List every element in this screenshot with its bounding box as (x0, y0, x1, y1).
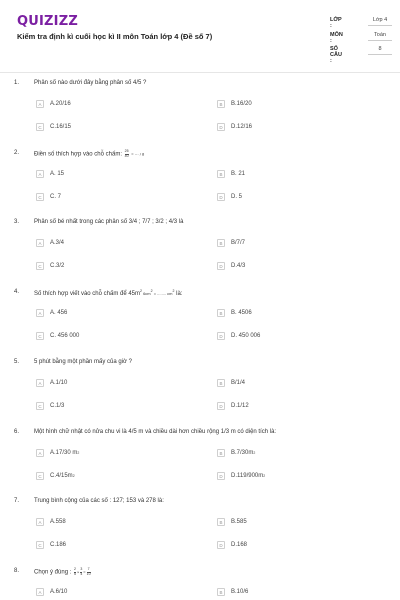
option-c[interactable] (36, 122, 71, 132)
option-a[interactable] (36, 587, 67, 597)
option-key: D (217, 541, 225, 549)
question-text (34, 150, 144, 158)
option-key: C (36, 262, 44, 270)
option-b[interactable]: B B.7/30m 2 (217, 448, 255, 458)
option-key: D (217, 262, 225, 270)
option-key: A (36, 588, 44, 596)
option-text: A. 456 (50, 310, 68, 316)
option-key: B (217, 170, 225, 178)
option-key: A (36, 170, 44, 178)
option-text: D. 5 (231, 194, 243, 200)
option-c[interactable] (36, 261, 64, 271)
option-b[interactable] (217, 308, 252, 318)
option-key: A (36, 309, 44, 317)
question-text-prefix: Chọn ý đúng : (34, 569, 72, 576)
question-text: Số thích hợp viết vào chỗ chấm để $45m^2$ $6cm^2$ = ........ $cm^2$ là: (34, 289, 183, 297)
question-number: 4. (14, 289, 20, 295)
meta-label: LỚP : (330, 17, 342, 29)
option-text: C. 7 (50, 194, 62, 200)
option-key: C (36, 123, 44, 131)
option-d[interactable] (217, 192, 242, 202)
option-key: B (217, 100, 225, 108)
question-text: 5 phút bằng một phần mấy của giờ ? (34, 359, 132, 365)
quizizz-logo: QUIZIZZ (17, 14, 78, 29)
option-a[interactable] (36, 308, 67, 318)
question-number: 2. (14, 150, 20, 156)
option-a[interactable]: A A.17/30 m 2 (36, 448, 79, 458)
question-text-part: = ........ cm (152, 291, 173, 296)
option-text: B/7/7 (231, 240, 246, 246)
question-number: 6. (14, 429, 20, 435)
option-key: D (217, 332, 225, 340)
option-text: B.10/6 (231, 589, 249, 595)
option-text: C.1/3 (50, 403, 65, 409)
option-key: B (217, 518, 225, 526)
option-text: B.7/30m (231, 450, 254, 456)
option-text: B. 21 (231, 171, 246, 177)
option-b[interactable] (217, 169, 245, 179)
option-text: D.12/16 (231, 124, 253, 130)
option-key: B (217, 379, 225, 387)
option-text: D.168 (231, 542, 248, 548)
question-text: Phân số bé nhất trong các phân số 3/4 ; 7/7 ; 3/2 ; 4/3 là (34, 219, 184, 225)
option-b[interactable] (217, 587, 248, 597)
option-text: A.17/30 m (50, 450, 78, 456)
question-number: 8. (14, 568, 20, 574)
option-key: D (217, 472, 225, 480)
option-text: C.3/2 (50, 263, 65, 269)
quiz-title: Kiểm tra định kì cuối học kì II môn Toán lớp 4 (Đề số 7) (17, 32, 213, 41)
meta-value: 8 (368, 46, 392, 55)
option-b[interactable] (217, 517, 247, 527)
option-key: D (217, 193, 225, 201)
question-text-part: 6cm (141, 291, 151, 296)
option-text: C.4/15m (50, 473, 73, 479)
worksheet-header (0, 0, 400, 72)
option-text: A.6/10 (50, 589, 68, 595)
option-d[interactable] (217, 401, 249, 411)
option-text: D.119/900m (231, 473, 264, 479)
option-text: C. 456 000 (50, 333, 80, 339)
option-key: C (36, 541, 44, 549)
option-text: B.16/20 (231, 101, 252, 107)
question-number: 5. (14, 359, 20, 365)
option-key: C (36, 402, 44, 410)
option-key: A (36, 449, 44, 457)
option-text: A. 15 (50, 171, 65, 177)
option-key: A (36, 100, 44, 108)
meta-label: MÔN : (330, 32, 343, 44)
option-text: B.585 (231, 519, 247, 525)
option-text: D. 450 006 (231, 333, 261, 339)
option-d[interactable] (217, 122, 252, 132)
option-text: D.4/3 (231, 263, 246, 269)
meta-value: Lớp 4 (368, 17, 392, 26)
option-key: A (36, 379, 44, 387)
option-d[interactable]: D D.119/900m 2 (217, 471, 265, 481)
option-d[interactable] (217, 540, 247, 550)
option-a[interactable] (36, 517, 66, 527)
question-text-part: là: (174, 291, 183, 297)
option-text: A.20/16 (50, 101, 71, 107)
option-key: A (36, 518, 44, 526)
question-text: Chọn ý đúng : $\frac{2}{5}$ × $\frac{3}{4}$ = $\frac{7}{10}$ (34, 567, 91, 576)
question-text: Trung bình cộng của các số : 127; 153 và 278 là: (34, 498, 164, 504)
question-text-prefix: Điền số thích hợp vào chỗ chấm: (34, 151, 122, 158)
question-number: 1. (14, 80, 20, 86)
option-text: A.558 (50, 519, 66, 525)
option-c[interactable] (36, 192, 61, 202)
option-b[interactable] (217, 378, 245, 388)
option-c[interactable] (36, 401, 64, 411)
meta-value: Toán (368, 32, 392, 41)
question-text-part: Số thích hợp viết vào chỗ chấm để 45m (34, 291, 140, 297)
option-key: B (217, 588, 225, 596)
fraction: $\frac{7}{10}$ (86, 567, 91, 576)
option-text: C.16/15 (50, 124, 72, 130)
option-key: C (36, 332, 44, 340)
header-divider (0, 72, 400, 73)
option-c[interactable] (36, 540, 66, 550)
option-key: D (217, 402, 225, 410)
option-a[interactable] (36, 169, 64, 179)
option-text: B/1/4 (231, 380, 246, 386)
option-key: C (36, 472, 44, 480)
option-key: B (217, 239, 225, 247)
option-b[interactable] (217, 238, 245, 248)
option-d[interactable] (217, 261, 245, 271)
option-a[interactable] (36, 378, 67, 388)
question-text-suffix: = ··· / 8 (131, 151, 145, 157)
question-number: 3. (14, 219, 20, 225)
option-text: D.1/12 (231, 403, 249, 409)
option-key: B (217, 309, 225, 317)
option-text: A.1/10 (50, 380, 68, 386)
fraction: $\frac{3}{4}$ (80, 567, 83, 576)
option-a[interactable] (36, 238, 64, 248)
option-text: A.3/4 (50, 240, 65, 246)
question-text: Một hình chữ nhật có nửa chu vi là 4/5 m và chiều dài hơn chiều rộng 1/3 m có diện tích là: (34, 429, 277, 435)
option-c[interactable] (36, 331, 79, 341)
option-text: C.186 (50, 542, 67, 548)
question-text: Phân số nào dưới đây bằng phân số 4/5 ? (34, 80, 147, 86)
meta-label: SỐ CÂU : (330, 46, 342, 64)
fraction: $\frac{2}{5}$ (74, 567, 76, 576)
fraction: $\frac{25}{40}$ (124, 149, 129, 158)
option-a[interactable] (36, 99, 71, 109)
option-key: C (36, 193, 44, 201)
option-b[interactable] (217, 99, 252, 109)
question-number: 7. (14, 498, 20, 504)
option-d[interactable] (217, 331, 260, 341)
option-c[interactable]: C C.4/15m 2 (36, 471, 75, 481)
option-key: A (36, 239, 44, 247)
option-key: B (217, 449, 225, 457)
option-key: D (217, 123, 225, 131)
option-text: B. 4506 (231, 310, 252, 316)
